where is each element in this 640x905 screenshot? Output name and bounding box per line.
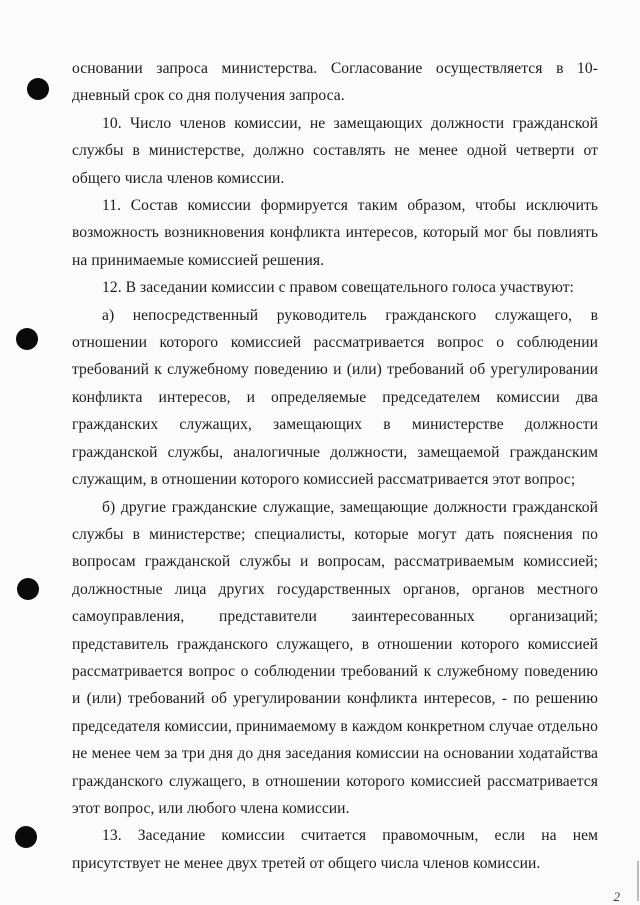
punch-hole-2 [16,328,38,350]
paragraph-11: 11. Состав комиссии формируется таким образом, чтобы исключить возможность возникновения конфликта интересов, который мог бы повлиять на принимаемые комиссией решения. [72,197,598,269]
document-text [72,55,598,877]
paragraph-continuation: основании запроса министерства. Согласование осуществляется в 10-дневный срок со дня получения запроса. [72,60,598,105]
paragraph-10: 10. Число членов комиссии, не замещающих должности гражданской службы в министерстве, должно составлять не менее одной четверти от общего числа членов комиссии. [72,114,598,187]
punch-hole-4 [15,826,37,848]
page-number: 2 [613,889,620,904]
paragraph-13: 13. Заседание комиссии считается правомочным, если на нем присутствует не менее двух третей от общего числа членов комиссии. [72,827,598,872]
punch-hole-3 [17,578,39,600]
scan-edge-mark [637,861,639,901]
punch-hole-1 [27,78,49,100]
paragraph-12b: б) другие гражданские служащие, замещающие должности гражданской службы в министерстве; специалисты, которые могут дать пояснения по вопросам гражданской службы и вопросам, рассматриваемым комиссией; должностные лица других государственных органов, органов местного самоуправления, представители заинтересованных организаций; представитель гражданского служащего, в отношении которого комиссией рассматривается вопрос о соблюдении требований к служебному поведению и (или) требований об урегулировании конфликта интересов, - по решению председателя комиссии, принимаемому в каждом конкретном случае отдельно не менее чем за три дня до дня заседания комиссии на основании ходатайства гражданского служащего, в отношении которого комиссией рассматривается этот вопрос, или любого члена комиссии. [72,498,598,817]
paragraph-12a: а) непосредственный руководитель гражданского служащего, в отношении которого комиссией рассматривается вопрос о соблюдении требований к служебному поведению и (или) требований об урегулировании конфликта интересов, и определяемые председателем комиссии два гражданских служащих, замещающих в министерстве должности гражданской службы, аналогичные должности, замещаемой гражданским служащим, в отношении которого комиссией рассматривается этот вопрос; [72,306,598,489]
paragraph-12: 12. В заседании комиссии с правом совещательного голоса участвуют: [102,279,574,297]
